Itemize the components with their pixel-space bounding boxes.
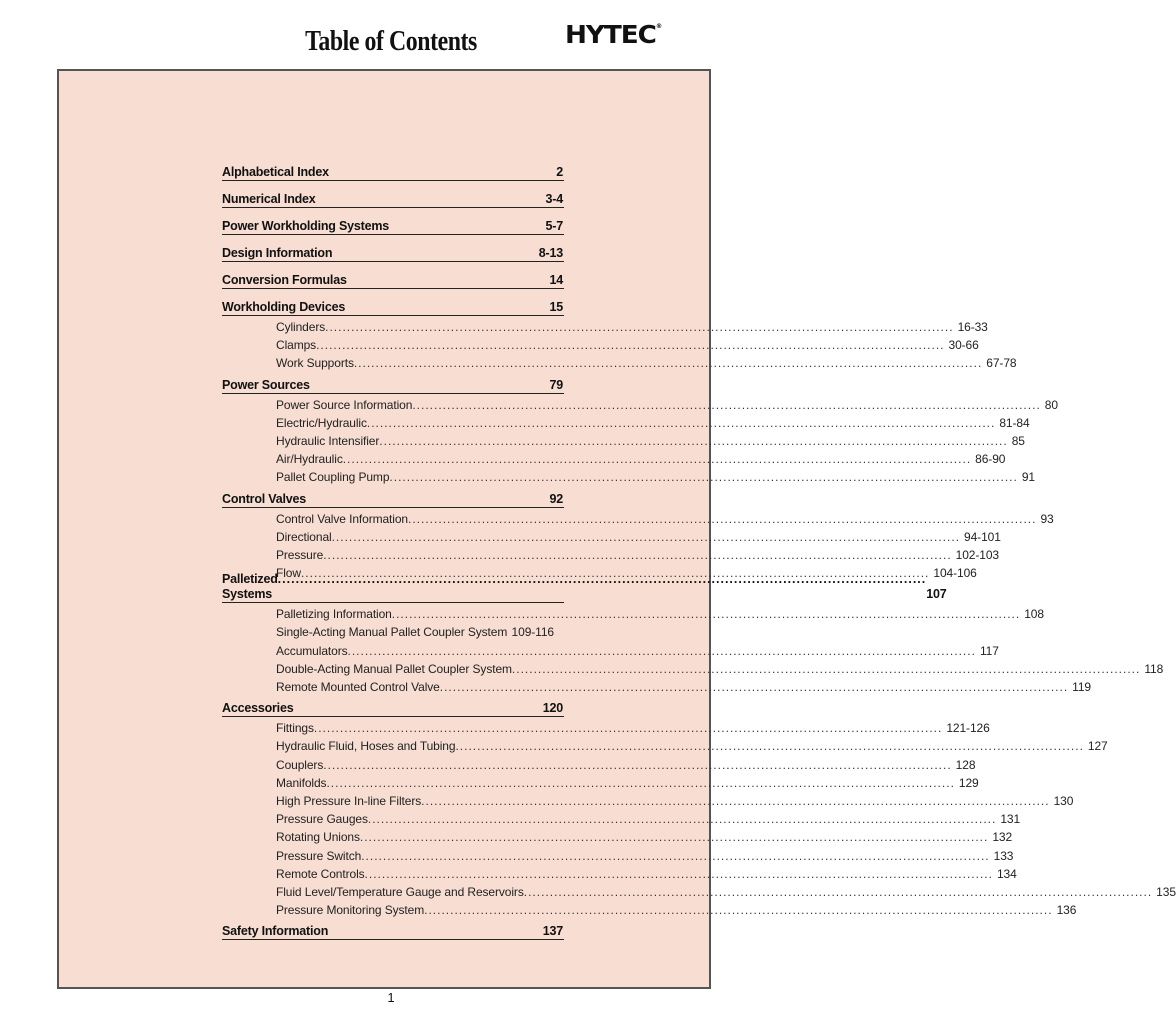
dot-leader bbox=[314, 719, 942, 737]
toc-entry-page: 130 bbox=[1053, 793, 1074, 808]
toc-section-page: 79 bbox=[549, 377, 563, 392]
dot-leader bbox=[368, 810, 996, 828]
toc-entry[interactable] bbox=[276, 847, 1014, 865]
toc-section-label: Power Sources bbox=[222, 377, 310, 392]
toc-entry-page: 85 bbox=[1011, 433, 1025, 448]
toc-subsection-group bbox=[222, 318, 1017, 373]
toc-entry-label: Control Valve Information bbox=[276, 511, 409, 526]
dot-leader bbox=[392, 605, 1020, 623]
toc-entry[interactable] bbox=[276, 396, 1058, 414]
dot-leader bbox=[367, 414, 995, 432]
toc-subsection-group bbox=[222, 605, 1164, 696]
toc-entry[interactable] bbox=[276, 792, 1074, 810]
toc-entry[interactable] bbox=[276, 737, 1108, 755]
toc-entry-label: Manifolds bbox=[276, 775, 327, 790]
dot-leader bbox=[365, 865, 993, 883]
dot-leader bbox=[360, 828, 988, 846]
toc-section-label: Workholding Devices bbox=[222, 300, 346, 314]
toc-entry[interactable] bbox=[276, 642, 999, 660]
toc-entry-page: 86-90 bbox=[975, 452, 1006, 467]
dot-leader bbox=[389, 468, 1017, 486]
toc-entry-page: 104-106 bbox=[933, 566, 977, 581]
toc-entry-page: 133 bbox=[993, 848, 1014, 863]
toc-entry-label: Directional bbox=[276, 529, 332, 544]
toc-section-label: Control Valves bbox=[222, 491, 307, 506]
dot-leader bbox=[412, 396, 1040, 414]
toc-entry[interactable] bbox=[276, 450, 1006, 468]
dot-leader bbox=[512, 660, 1140, 678]
toc-entry[interactable] bbox=[276, 623, 554, 641]
toc-entry[interactable] bbox=[276, 828, 1013, 846]
toc-entry-page: 16-33 bbox=[957, 320, 988, 334]
toc-section[interactable] bbox=[222, 164, 564, 181]
toc-section-page: 137 bbox=[542, 924, 563, 939]
toc-entry[interactable] bbox=[276, 318, 988, 336]
toc-entry-label: Air/Hydraulic bbox=[276, 452, 343, 467]
toc-entry-label: Fluid Level/Temperature Gauge and Reservoirs bbox=[276, 884, 524, 899]
toc-entry-page: 121-126 bbox=[946, 721, 990, 736]
toc-entry-page: 102-103 bbox=[955, 547, 999, 562]
toc-entry[interactable] bbox=[276, 810, 1021, 828]
toc-section[interactable] bbox=[222, 299, 564, 316]
dot-leader bbox=[354, 354, 982, 372]
toc-entry-label: Pressure Gauges bbox=[276, 812, 368, 827]
toc-entry[interactable] bbox=[276, 660, 1164, 678]
toc-entry[interactable] bbox=[276, 336, 979, 354]
toc-entry-label: Pallet Coupling Pump bbox=[276, 470, 390, 485]
toc-entry-page: 136 bbox=[1056, 903, 1077, 918]
toc-entry[interactable] bbox=[276, 719, 990, 737]
toc-entry[interactable] bbox=[276, 756, 976, 774]
toc-section[interactable] bbox=[222, 272, 564, 289]
toc-section-page: 5-7 bbox=[545, 219, 563, 233]
toc-entry[interactable] bbox=[276, 605, 1044, 623]
toc-entry-label: Rotating Unions bbox=[276, 830, 360, 845]
toc-entry-label: Work Supports bbox=[276, 356, 354, 371]
toc-section-label: Design Information bbox=[222, 246, 333, 260]
toc-subsection-group bbox=[222, 396, 1058, 487]
toc-list bbox=[222, 164, 1176, 950]
toc-entry-page: 131 bbox=[1000, 812, 1021, 827]
toc-entry-label: Power Source Information bbox=[276, 397, 413, 412]
toc-entry-page: 134 bbox=[996, 866, 1017, 881]
toc-section[interactable] bbox=[222, 923, 564, 940]
dot-leader bbox=[361, 847, 989, 865]
toc-entry-page: 127 bbox=[1087, 739, 1108, 754]
toc-section[interactable] bbox=[222, 377, 564, 394]
dot-leader bbox=[408, 510, 1036, 528]
toc-entry[interactable] bbox=[276, 432, 1025, 450]
toc-entry-label: Pressure bbox=[276, 547, 324, 562]
dot-leader bbox=[440, 678, 1068, 696]
dot-leader bbox=[323, 756, 951, 774]
toc-section-label: Alphabetical Index bbox=[222, 165, 329, 179]
registered-mark: ® bbox=[655, 23, 662, 30]
toc-section-page: 120 bbox=[542, 701, 563, 716]
dot-leader bbox=[455, 737, 1083, 755]
toc-entry-page: 67-78 bbox=[986, 356, 1017, 371]
toc-entry-page: 117 bbox=[979, 643, 999, 658]
toc-section-label: Safety Information bbox=[222, 924, 329, 939]
toc-entry-label: Hydraulic Intensifier bbox=[276, 433, 380, 448]
toc-entry-label: Cylinders bbox=[276, 320, 326, 334]
toc-entry-page: 128 bbox=[955, 757, 976, 772]
toc-section-page: 3-4 bbox=[545, 192, 563, 206]
toc-entry-page: 80 bbox=[1044, 397, 1058, 412]
toc-section[interactable] bbox=[222, 700, 564, 717]
toc-section-label: Numerical Index bbox=[222, 192, 316, 206]
toc-entry[interactable] bbox=[276, 528, 1001, 546]
toc-section-page: 107 bbox=[926, 587, 947, 602]
toc-entry-page: 129 bbox=[958, 775, 979, 790]
logo-text: HYTEC bbox=[565, 20, 656, 49]
page-title: Table of Contents bbox=[305, 26, 477, 57]
dot-leader bbox=[278, 572, 927, 602]
toc-entry-page: 81-84 bbox=[999, 415, 1030, 430]
toc-entry-label: Palletizing Information bbox=[276, 607, 392, 622]
toc-section[interactable] bbox=[222, 245, 564, 262]
toc-entry-label: Flow bbox=[276, 566, 301, 581]
dot-leader bbox=[326, 774, 954, 792]
toc-subsection-group bbox=[222, 719, 1176, 919]
dot-leader bbox=[325, 318, 953, 336]
dot-leader bbox=[524, 883, 1152, 901]
toc-entry[interactable] bbox=[276, 414, 1030, 432]
toc-entry[interactable] bbox=[276, 354, 1017, 372]
dot-leader bbox=[424, 901, 1052, 919]
toc-entry[interactable] bbox=[276, 546, 999, 564]
dot-leader bbox=[323, 546, 951, 564]
toc-entry-label: High Pressure In-line Filters bbox=[276, 793, 422, 808]
toc-entry-page: 118 bbox=[1144, 661, 1164, 676]
dot-leader bbox=[379, 432, 1007, 450]
toc-entry-label: Hydraulic Fluid, Hoses and Tubing bbox=[276, 739, 456, 754]
toc-entry[interactable] bbox=[276, 865, 1017, 883]
toc-entry-label: Couplers bbox=[276, 757, 324, 772]
hytec-logo bbox=[565, 20, 661, 49]
toc-section-label: Conversion Formulas bbox=[222, 273, 347, 287]
toc-section[interactable] bbox=[222, 218, 564, 235]
toc-entry-page: 109-116 bbox=[511, 625, 554, 640]
page-number: 1 bbox=[387, 990, 395, 1005]
toc-entry-label: Electric/Hydraulic bbox=[276, 415, 367, 430]
toc-entry-label: Pressure Monitoring System bbox=[276, 903, 425, 918]
toc-entry-page: 94-101 bbox=[964, 529, 1001, 544]
dot-leader bbox=[332, 528, 960, 546]
toc-entry[interactable] bbox=[276, 901, 1077, 919]
toc-entry-label: Accumulators bbox=[276, 643, 348, 658]
toc-entry-page: 132 bbox=[992, 830, 1013, 845]
toc-entry[interactable] bbox=[276, 883, 1176, 901]
toc-entry-page: 135 bbox=[1156, 884, 1176, 899]
toc-entry-label: Remote Mounted Control Valve bbox=[276, 680, 440, 694]
toc-entry-page: 108 bbox=[1024, 607, 1044, 622]
toc-section-page: 14 bbox=[549, 273, 563, 287]
dot-leader bbox=[316, 336, 944, 354]
dot-leader bbox=[421, 792, 1049, 810]
toc-entry-page: 119 bbox=[1072, 680, 1092, 694]
toc-section-page: 15 bbox=[549, 300, 563, 314]
toc-entry-label: Clamps bbox=[276, 338, 317, 353]
toc-entry[interactable] bbox=[276, 774, 979, 792]
toc-entry-label: Pressure Switch bbox=[276, 848, 362, 863]
toc-entry[interactable] bbox=[276, 510, 1054, 528]
toc-section[interactable] bbox=[222, 191, 564, 208]
toc-entry[interactable] bbox=[276, 678, 1092, 696]
toc-entry-label: Remote Controls bbox=[276, 866, 365, 881]
toc-entry-label: Double-Acting Manual Pallet Coupler System bbox=[276, 661, 512, 676]
toc-section-page: 2 bbox=[556, 165, 563, 179]
toc-section-label: Accessories bbox=[222, 701, 294, 716]
toc-entry-page: 91 bbox=[1021, 470, 1035, 485]
toc-section[interactable] bbox=[222, 491, 564, 508]
toc-section-page: 8-13 bbox=[538, 246, 563, 260]
dot-leader bbox=[348, 642, 976, 660]
toc-entry-page: 93 bbox=[1040, 511, 1054, 526]
toc-entry[interactable] bbox=[276, 468, 1035, 486]
dot-leader bbox=[343, 450, 971, 468]
toc-section-page: 92 bbox=[549, 491, 563, 506]
toc-section-label: Power Workholding Systems bbox=[222, 219, 390, 233]
toc-section-label: Palletized Systems bbox=[222, 572, 278, 602]
toc-entry-label: Single-Acting Manual Pallet Coupler System bbox=[276, 625, 508, 640]
toc-entry-label: Fittings bbox=[276, 721, 314, 736]
toc-entry-page: 30-66 bbox=[948, 338, 979, 353]
